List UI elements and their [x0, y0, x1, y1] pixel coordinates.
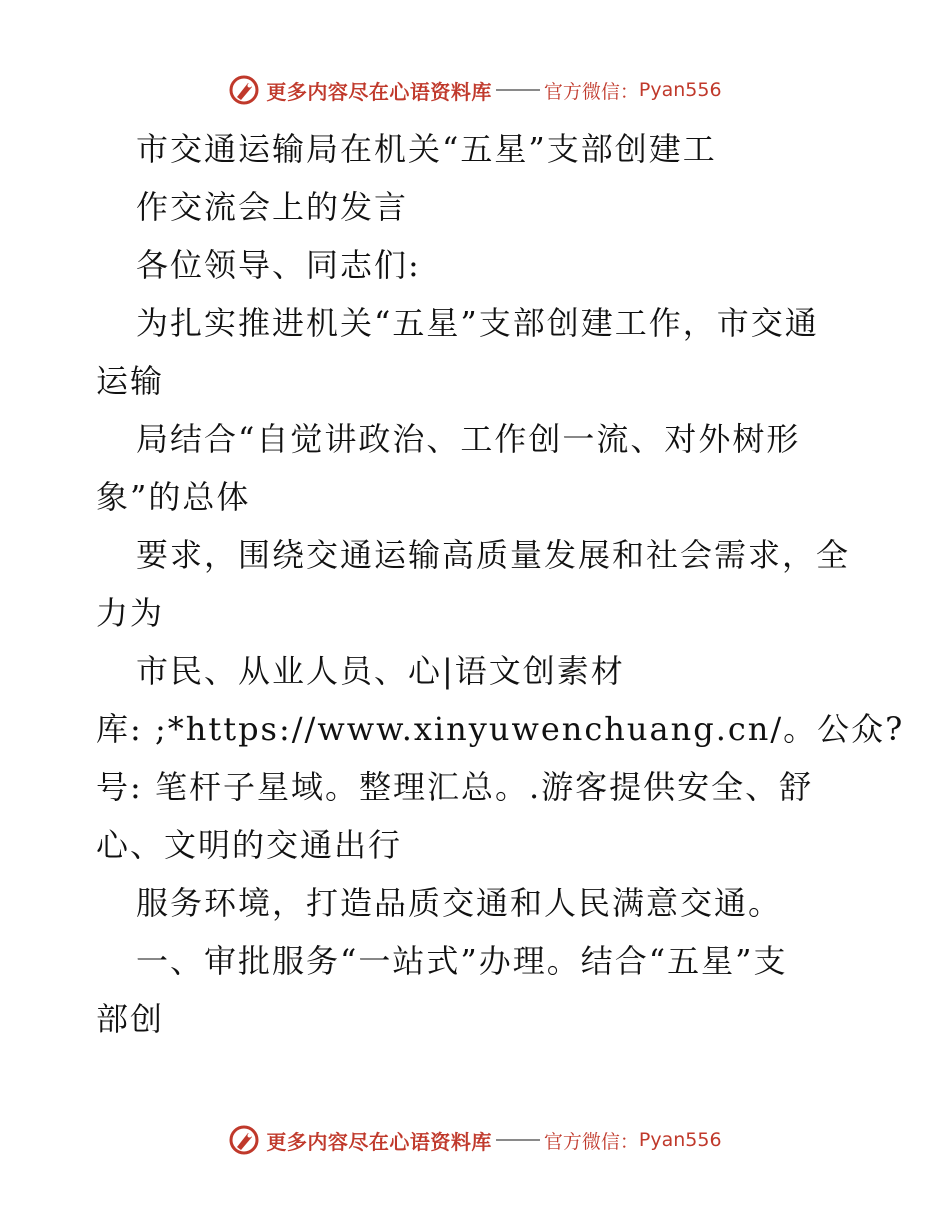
- document-line: 要求，围绕交通运输高质量发展和社会需求，全: [136, 536, 851, 574]
- document-line: 力为: [96, 594, 165, 632]
- document-line: 象”的总体: [96, 478, 251, 516]
- document-line: 运输: [96, 362, 165, 400]
- watermark-main-text: 更多内容尽在心语资料库: [266, 1129, 492, 1154]
- document-line: 号: 笔杆子星域。整理汇总。.游客提供安全、舒: [96, 768, 814, 806]
- watermark-main-text: 更多内容尽在心语资料库: [266, 79, 492, 104]
- watermark-wechat-label: 官方微信：: [543, 1130, 639, 1153]
- document-line: 部创: [96, 1000, 165, 1038]
- document-body: [96, 120, 905, 1048]
- pen-nib-logo-icon: [228, 1124, 260, 1156]
- watermark-wechat-label: 官方微信：: [543, 80, 639, 103]
- document-line: 为扎实推进机关“五星”支部创建工作，市交通: [136, 304, 819, 342]
- document-line: 一、审批服务“一站式”办理。结合“五星”支: [136, 942, 788, 980]
- document-line: 心、文明的交通出行: [96, 826, 403, 864]
- watermark-wechat-id: Pyan556: [638, 1129, 722, 1151]
- document-line: 市民、从业人员、心|语文创素材: [136, 652, 625, 690]
- pen-nib-logo-icon: [228, 74, 260, 106]
- document-line: 作交流会上的发言: [136, 188, 409, 226]
- document-line: 库: ;*https://www.xinyuwenchuang.cn/。公众?: [96, 710, 905, 748]
- watermark-separator: [496, 89, 540, 91]
- document-line: 服务环境，打造品质交通和人民满意交通。: [136, 884, 783, 922]
- watermark-separator: [496, 1139, 540, 1141]
- footer-watermark: [0, 1120, 950, 1160]
- document-line: 各位领导、同志们:: [136, 246, 421, 284]
- document-line: 局结合“自觉讲政治、工作创一流、对外树形: [136, 420, 801, 458]
- header-watermark: [0, 70, 950, 110]
- watermark-wechat-id: Pyan556: [638, 79, 722, 101]
- document-line: 市交通运输局在机关“五星”支部创建工: [136, 130, 717, 168]
